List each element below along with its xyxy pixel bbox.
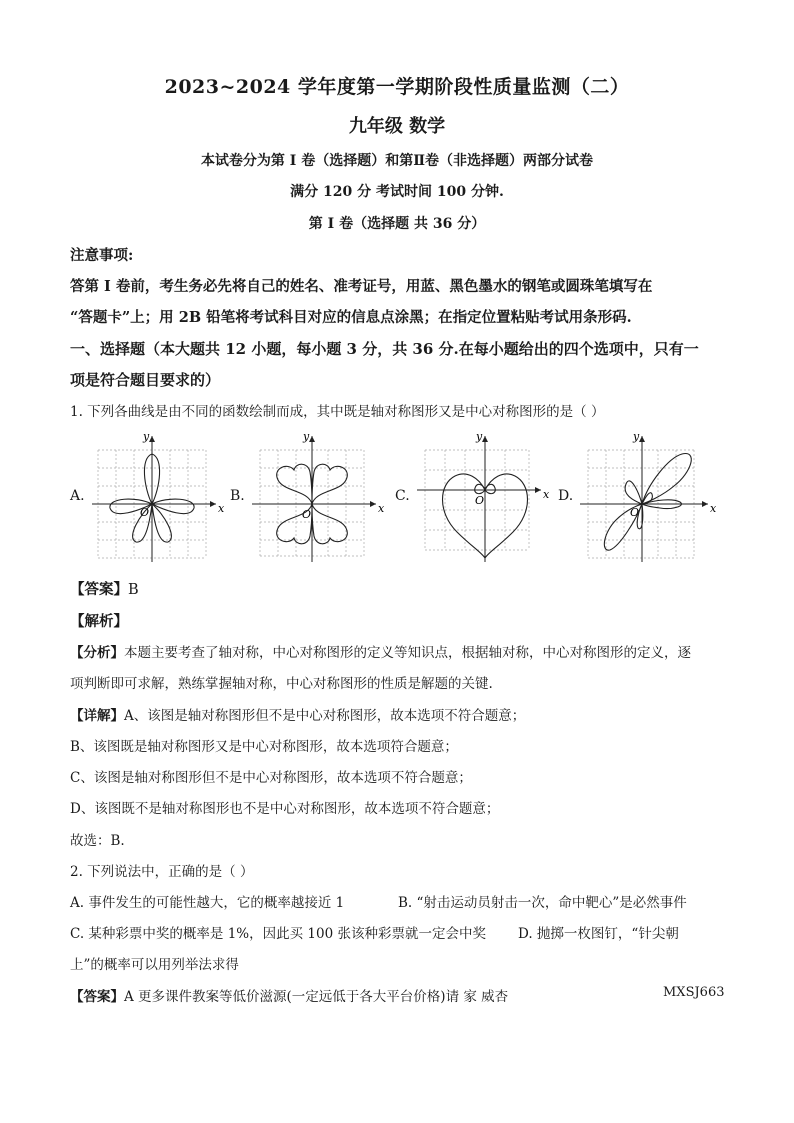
y-axis-label: y	[476, 430, 483, 443]
q1-choice: 故选：B.	[70, 833, 125, 849]
section1-heading-line-2: 项是符合题目要求的）	[70, 371, 221, 389]
q2-answer: 【答案】A 更多课件教案等低价滋源(一定远低于各大平台价格)请 家 威杏	[70, 989, 509, 1005]
q1-graph-d	[576, 428, 736, 563]
q1-figure-b	[230, 428, 390, 563]
exam-note-score-time: 满分 120 分 考试时间 100 分钟.	[290, 184, 504, 200]
origin-label: O	[475, 494, 485, 507]
q2-option-d: D. 抛掷一枚图钉，“针尖朝	[518, 926, 679, 942]
exam-subject: 九年级 数学	[348, 116, 446, 137]
q1-detail-d: D、该图既不是轴对称图形也不是中心对称图形，故本选项不符合题意；	[70, 801, 500, 817]
q1-stem: 1. 下列各曲线是由不同的函数绘制而成，其中既是轴对称图形又是中心对称图形的是（ ）	[70, 404, 605, 420]
x-axis-label: x	[378, 502, 385, 515]
q1-detail-b: B、该图既是轴对称图形又是中心对称图形，故本选项符合题意；	[70, 739, 458, 755]
q1-fenxi-line-1: 【分析】本题主要考查了轴对称，中心对称图形的定义等知识点，根据轴对称，中心对称图形的定义，逐	[70, 645, 691, 661]
q2-option-a: A. 事件发生的可能性越大，它的概率越接近 1	[70, 895, 345, 911]
q1-option-c-label: C.	[395, 488, 410, 504]
q1-option-b-label: B.	[230, 488, 245, 504]
q1-answer: 【答案】B	[70, 581, 139, 598]
q1-figure-c	[395, 428, 555, 563]
q1-graph-c	[413, 428, 563, 563]
doc-code: MXSJ663	[663, 985, 725, 1000]
y-axis-label: y	[143, 430, 150, 443]
exam-title: 2023~2024 学年度第一学期阶段性质量监测（二）	[164, 76, 630, 98]
q1-detail-c: C、该图是轴对称图形但不是中心对称图形，故本选项不符合题意；	[70, 770, 472, 786]
origin-label: O	[302, 508, 312, 521]
y-axis-label: y	[633, 430, 640, 443]
q1-detail-a: 【详解】A、该图是轴对称图形但不是中心对称图形，故本选项不符合题意；	[70, 708, 526, 724]
notice-line-1: 答第 I 卷前，考生务必先将自己的姓名、准考证号，用蓝、黑色墨水的钢笔或圆珠笔填写在	[70, 278, 653, 295]
q1-figures	[70, 428, 750, 563]
section1-heading-line-1: 一、选择题（本大题共 12 小题，每小题 3 分，共 36 分.在每小题给出的四个选项中，只有一	[70, 340, 699, 358]
origin-label: O	[140, 506, 150, 519]
q1-graph-b	[248, 428, 398, 563]
part1-heading: 第 I 卷（选择题 共 36 分）	[308, 216, 486, 232]
q2-option-b: B. “射击运动员射击一次，命中靶心”是必然事件	[398, 895, 687, 911]
notice-heading: 注意事项:	[70, 247, 134, 264]
x-axis-label: x	[543, 488, 550, 501]
q2-option-c: C. 某种彩票中奖的概率是 1%，因此买 100 张该种彩票就一定会中奖	[70, 926, 486, 942]
exam-note-parts: 本试卷分为第 I 卷（选择题）和第Ⅱ卷（非选择题）两部分试卷	[200, 153, 594, 169]
x-axis-label: x	[710, 502, 717, 515]
q2-stem: 2. 下列说法中，正确的是（ ）	[70, 864, 254, 880]
origin-label: O	[630, 506, 640, 519]
q1-figure-d	[558, 428, 718, 563]
q1-option-d-label: D.	[558, 488, 574, 504]
y-axis-label: y	[303, 430, 310, 443]
x-axis-label: x	[218, 502, 225, 515]
q1-analysis-label: 【解析】	[70, 613, 128, 630]
q1-fenxi-line-2: 项判断即可求解，熟练掌握轴对称，中心对称图形的性质是解题的关键.	[70, 676, 493, 692]
q1-option-a-label: A.	[70, 488, 85, 504]
notice-line-2: “答题卡”上；用 2B 铅笔将考试科目对应的信息点涂黑；在指定位置粘贴考试用条形码.	[70, 309, 632, 326]
q2-option-d-continued: 上”的概率可以用列举法求得	[70, 957, 239, 973]
q1-graph-a	[88, 428, 238, 563]
q1-figure-a	[70, 428, 230, 563]
